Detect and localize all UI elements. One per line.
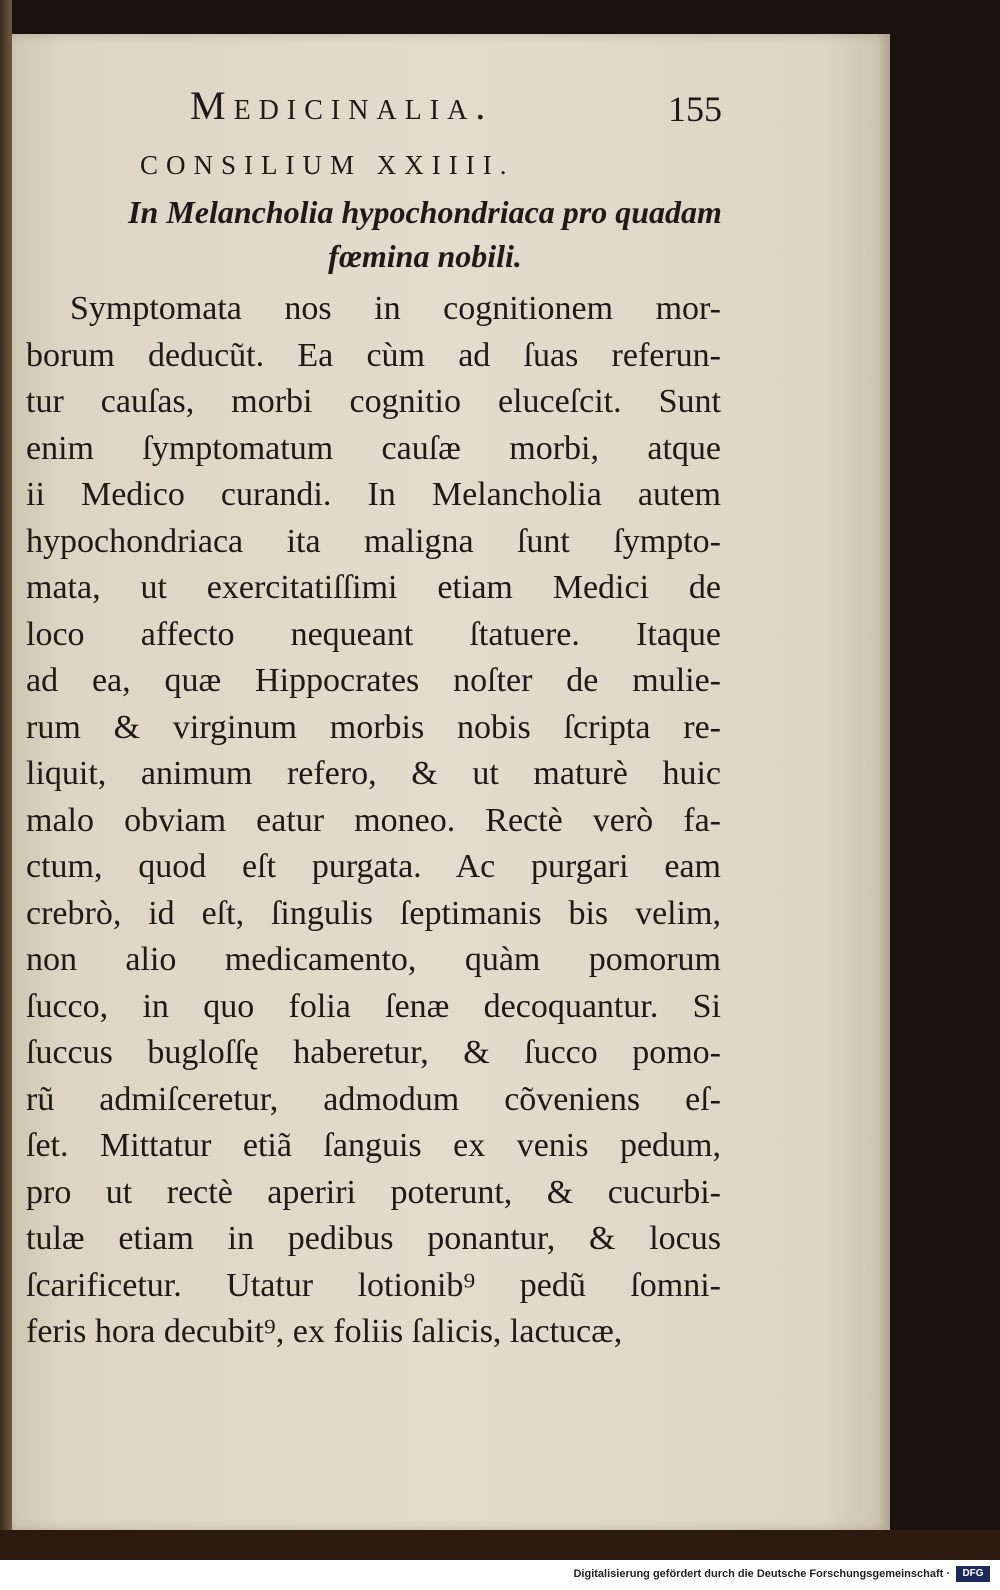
text-line: malo obviam eatur moneo. Rectè verò fa- [26, 801, 721, 839]
consilium-subtitle [60, 190, 790, 278]
text-line: feris hora decubit⁹, ex foliis ſalicis, lactucæ, [26, 1313, 623, 1350]
text-line: ſet. Mittatur etiã ſanguis ex venis pedum, [26, 1127, 721, 1164]
text-line: ii Medico curandi. In Melancholia autem [26, 476, 721, 513]
running-title: Medicinalia. [190, 83, 494, 128]
text-line: loco affecto nequeant ſtatuere. Itaque [26, 615, 721, 653]
body-text [26, 286, 721, 1356]
text-line: borum deducũt. Ea cùm ad ſuas referun- [26, 336, 721, 374]
dfg-logo-icon: DFG [956, 1566, 990, 1582]
text-line: mata, ut exercitatiſſimi etiam Medici de [26, 569, 721, 606]
footer-credit: Digitalisierung gefördert durch die Deutsche Forschungsgemeinschaft · [573, 1568, 950, 1580]
page-number: 155 [668, 89, 722, 129]
text-line: hypochondriaca ita maligna ſunt ſympto- [26, 522, 721, 560]
text-line: enim ſymptomatum cauſæ morbi, atque [26, 429, 721, 467]
text-line: Symptomata nos in cognitionem mor- [70, 290, 721, 327]
page-header [190, 82, 790, 142]
text-line: crebrò, id eſt, ſingulis ſeptimanis bis velim, [26, 894, 721, 932]
subtitle-line: fœmina nobili. [328, 238, 522, 274]
consilium-title: CONSILIUM XXIIII. [140, 150, 515, 180]
text-line: tur cauſas, morbi cognitio eluceſcit. Sunt [26, 383, 721, 420]
text-line: ſucco, in quo folia ſenæ decoquantur. Si [26, 987, 721, 1025]
text-line: ad ea, quæ Hippocrates noſter de mulie- [26, 662, 721, 699]
scan-edge [0, 0, 12, 1560]
digitization-footer [0, 1560, 1000, 1590]
text-line: non alio medicamento, quàm pomorum [26, 941, 721, 978]
text-line: rũ admiſceretur, admodum cõveniens eſ- [26, 1080, 721, 1118]
text-line: rum & virginum morbis nobis ſcripta re- [26, 708, 721, 746]
subtitle-line: In Melancholia hypochondriaca pro quadam [128, 194, 722, 230]
text-line: ctum, quod eſt purgata. Ac purgari eam [26, 848, 721, 885]
text-line: pro ut rectè aperiri poterunt, & cucurbi- [26, 1173, 721, 1211]
text-line: ſcarificetur. Utatur lotionib⁹ pedũ ſomni- [26, 1266, 721, 1304]
text-line: ſuccus bugloſſę haberetur, & ſucco pomo- [26, 1034, 721, 1071]
text-line: tulæ etiam in pedibus ponantur, & locus [26, 1220, 721, 1257]
scan-bottom-band [0, 1530, 1000, 1560]
text-line: liquit, animum refero, & ut maturè huic [26, 755, 721, 792]
